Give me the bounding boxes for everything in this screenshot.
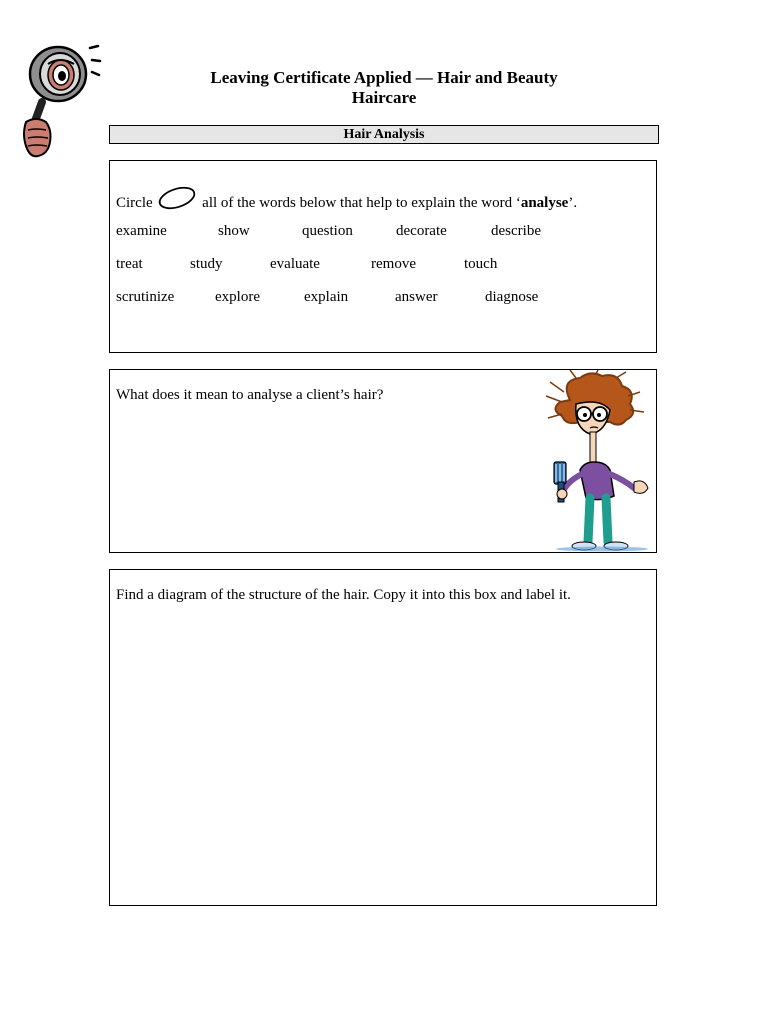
word-option[interactable]: scrutinize	[116, 289, 175, 305]
word-option[interactable]: describe	[491, 223, 541, 239]
diagram-instruction: Find a diagram of the structure of the hair. Copy it into this box and label it.	[116, 587, 571, 603]
word-option[interactable]: evaluate	[270, 256, 320, 272]
magnifying-glass-icon	[20, 42, 104, 160]
instruction-end: ’.	[568, 195, 578, 211]
question-text: What does it mean to analyse a client’s hair?	[116, 387, 384, 403]
word-option[interactable]: examine	[116, 223, 167, 239]
word-option[interactable]: diagnose	[485, 289, 539, 305]
circle-instruction	[116, 185, 577, 213]
page-header	[110, 68, 658, 108]
word-option[interactable]: treat	[116, 256, 143, 272]
word-option[interactable]: answer	[395, 289, 438, 305]
instruction-prefix: Circle	[116, 195, 153, 211]
instruction-text: all of the words below that help to explain the word ‘	[202, 195, 521, 211]
word-option[interactable]: touch	[464, 256, 498, 272]
word-option[interactable]: study	[190, 256, 223, 272]
word-option[interactable]: explore	[215, 289, 260, 305]
word-option[interactable]: decorate	[396, 223, 447, 239]
hair-diagram-box[interactable]	[109, 569, 657, 906]
page-subtitle: Haircare	[351, 88, 417, 107]
instruction-keyword: analyse	[520, 195, 569, 211]
circle-words-box	[109, 160, 657, 353]
oval-icon	[157, 185, 197, 211]
section-title-bar: Hair Analysis	[109, 125, 659, 144]
page-title: Leaving Certificate Applied — Hair and Beauty	[210, 68, 558, 87]
word-option[interactable]: explain	[304, 289, 349, 305]
word-option[interactable]: question	[302, 223, 353, 239]
analyse-question-box[interactable]	[109, 369, 657, 553]
hairdresser-illustration	[540, 370, 654, 552]
word-option[interactable]: show	[218, 223, 250, 239]
word-option[interactable]: remove	[371, 256, 416, 272]
